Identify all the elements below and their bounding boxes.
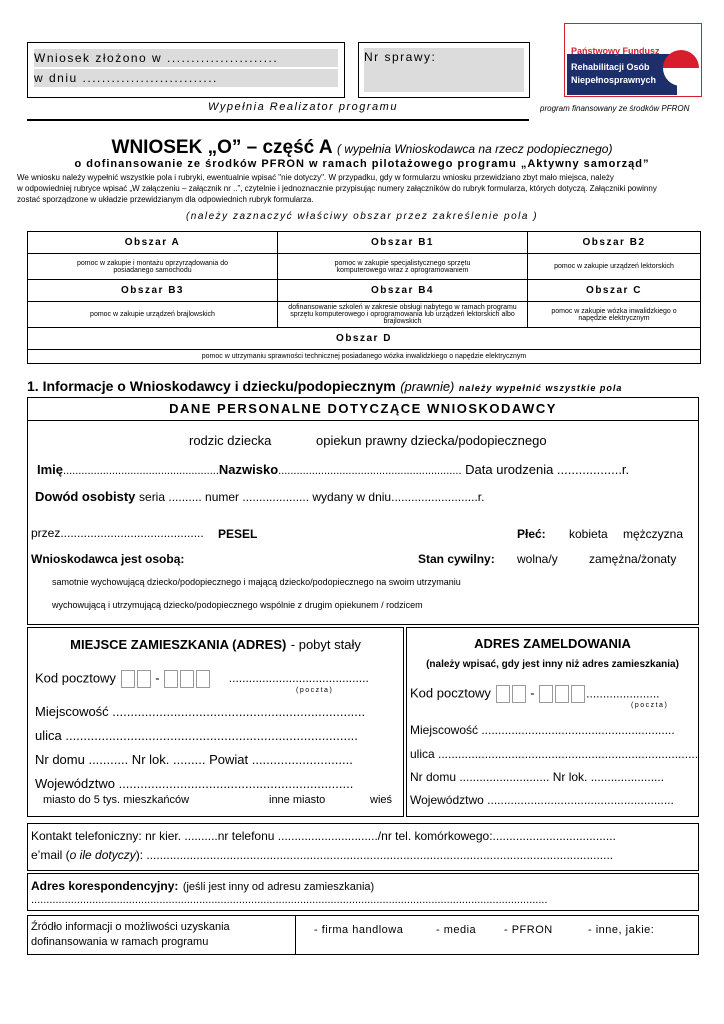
imie-field[interactable]: ...................................................	[63, 465, 219, 477]
section1-nalezy: należy wypełnić wszystkie pola	[458, 383, 623, 393]
logo-line2: Rehabilitacji Osób	[571, 62, 650, 72]
zam-kod-digit-1[interactable]	[496, 685, 510, 703]
obszar-b1-desc: pomoc w zakupie specjalistycznego sprzętu komputerowego wraz z oprogramowaniem	[278, 254, 528, 280]
inne-option[interactable]: - inne, jakie:	[588, 924, 655, 936]
program-finansowany: program finansowany ze środków PFRON	[540, 104, 690, 113]
mz-poczta-label: (poczta)	[296, 687, 334, 694]
wspolnie-option[interactable]: wychowującą i utrzymującą dziecko/podopiecznego wspólnie z drugim opiekunem / rodzicem	[52, 600, 423, 610]
mz-kod-row	[35, 670, 369, 688]
wolna-option[interactable]: wolna/y	[517, 552, 558, 566]
header-rule	[27, 119, 529, 121]
zam-kod-dash: -	[530, 685, 535, 701]
zam-head: ADRES ZAMELDOWANIA	[474, 636, 631, 651]
stan-cywilny-label: Stan cywilny:	[418, 552, 495, 566]
pfron-option[interactable]: - PFRON	[504, 924, 553, 936]
koresp-label: Adres korespondencyjny:	[31, 879, 179, 893]
kobieta-option[interactable]: kobieta	[569, 527, 608, 541]
zrodlo-box	[27, 915, 699, 955]
rodzic-option[interactable]: rodzic dziecka	[189, 433, 272, 448]
imie-label: Imię	[37, 462, 64, 477]
zam-poczta-label: (poczta)	[631, 702, 669, 709]
zam-kod-row	[410, 685, 660, 703]
zrodlo-label-2: dofinansowania w ramach programu	[31, 936, 209, 948]
zam-kod-digit-2[interactable]	[512, 685, 526, 703]
mz-kod-digit-4[interactable]	[180, 670, 194, 688]
title-row	[0, 137, 724, 159]
title-line2: o dofinansowanie ze środków PFRON w ramach pilotażowego programu „Aktywny samorząd”	[74, 158, 650, 170]
zam-ulica-field[interactable]: ulica ..............................................................................	[410, 747, 699, 761]
title-sub: ( wypełnia Wnioskodawca na rzecz podopiecznego)	[337, 142, 613, 156]
section1-heading-row	[27, 378, 622, 396]
kontakt-box	[27, 823, 699, 871]
inne-miasto-option[interactable]: inne miasto	[269, 794, 326, 806]
mz-kod-digit-1[interactable]	[121, 670, 135, 688]
email-field[interactable]: ): ............................................................................................................................................	[135, 848, 614, 862]
mz-ulica-field[interactable]: ulica .................................................................................	[35, 728, 358, 743]
zam-sub: (należy wpisać, gdy jest inny niż adres zamieszkania)	[426, 659, 679, 670]
wniosek-zlozono-box	[27, 42, 345, 98]
firma-option[interactable]: - firma handlowa	[314, 924, 404, 936]
telefon-field[interactable]: Kontakt telefoniczny: nr kier. ..........nr telefonu ............................../nr tel. komórkowego:.....................................	[31, 829, 616, 843]
obszar-b3-head[interactable]: Obszar B3	[28, 280, 278, 302]
zam-kod-digit-3[interactable]	[539, 685, 553, 703]
nr-sprawy-box	[358, 42, 530, 98]
mz-kod-digit-5[interactable]	[196, 670, 210, 688]
mz-nrdomu-field[interactable]: Nr domu ........... Nr lok. ......... Powiat ............................	[35, 752, 353, 767]
wies-option[interactable]: wieś	[370, 794, 393, 806]
pfron-logo	[564, 23, 702, 97]
nazwisko-field[interactable]: ............................................................	[278, 465, 462, 477]
obszar-d-head[interactable]: Obszar D	[28, 328, 701, 350]
zam-poczta-field[interactable]: ......................	[586, 686, 660, 701]
wniosek-zlozono-field[interactable]: Wniosek złożono w .......................	[34, 49, 338, 67]
koresp-field[interactable]: .........................................................................................................................................................................	[31, 894, 548, 906]
w-dniu-field[interactable]: w dniu ............................	[34, 69, 338, 87]
obszar-b2-desc: pomoc w zakupie urządzeń lektorskich	[528, 254, 701, 280]
obszar-b3-desc: pomoc w zakupie urządzeń brajlowskich	[28, 302, 278, 328]
section1-heading: 1. Informacje o Wnioskodawcy i dziecku/podopiecznym	[27, 378, 396, 394]
obszar-d-desc: pomoc w utrzymaniu sprawności technicznej posiadanego wózka inwalidzkiego o napędzie elektrycznym	[28, 350, 701, 364]
opiekun-option[interactable]: opiekun prawny dziecka/podopiecznego	[316, 433, 547, 448]
obszar-c-desc: pomoc w zakupie wózka inwalidzkiego o napędzie elektrycznym	[528, 302, 701, 328]
korespondencja-box	[27, 873, 699, 911]
mz-wojewodztwo-field[interactable]: Województwo .................................................................	[35, 776, 354, 791]
obszar-b4-head[interactable]: Obszar B4	[278, 280, 528, 302]
dane-head-rule	[28, 420, 698, 421]
dowod-label: Dowód osobisty	[35, 489, 136, 504]
koresp-row	[31, 877, 374, 895]
zamezna-option[interactable]: zamężna/żonaty	[589, 552, 677, 566]
pesel-label: PESEL	[218, 527, 258, 541]
mz-miejscowosc-field[interactable]: Miejscowość ......................................................................	[35, 704, 366, 719]
mezczyzna-option[interactable]: mężczyzna	[623, 527, 684, 541]
koresp-note: (jeśli jest inny od adresu zamieszkania)	[182, 881, 375, 893]
page-title: WNIOSEK „O” – część A	[111, 137, 333, 158]
instructions-2: w odpowiedniej rubryce wpisać „W załączeniu – załącznik nr ..”, czytelnie i jednoznacznie przypisując numery załączników do rubryk formularza, których dotyczą. Załączniki powinny	[17, 184, 657, 193]
email-row	[31, 848, 613, 862]
jest-osoba-label: Wnioskodawca jest osobą:	[31, 552, 185, 566]
zaznaczyc-note: (należy zaznaczyć właściwy obszar przez zakreślenie pola )	[185, 211, 539, 222]
mz-kod-digit-2[interactable]	[137, 670, 151, 688]
email-label-b: o ile dotyczy	[69, 848, 136, 862]
zam-miejscowosc-field[interactable]: Miejscowość ..........................................................	[410, 723, 675, 737]
section1-prawnie: (prawnie)	[400, 379, 455, 394]
obszar-a-desc: pomoc w zakupie i montażu oprzyrządowania do posiadanego samochodu	[28, 254, 278, 280]
mz-kod-label: Kod pocztowy	[35, 670, 116, 686]
obszar-b1-head[interactable]: Obszar B1	[278, 232, 528, 254]
media-option[interactable]: - media	[436, 924, 477, 936]
logo-line1: Państwowy Fundusz	[571, 46, 660, 56]
imie-nazwisko-row	[37, 462, 629, 477]
email-label-a: e’mail (	[31, 848, 70, 862]
logo-circle-icon	[661, 48, 701, 88]
zrodlo-divider	[295, 916, 296, 954]
zam-kod-label: Kod pocztowy	[410, 685, 491, 701]
data-urodzenia-field[interactable]: Data urodzenia ..................r.	[465, 462, 630, 477]
zrodlo-label-1: Źródło informacji o możliwości uzyskania	[31, 921, 230, 933]
adres-zameldowania-box	[406, 627, 699, 817]
dane-personalne-box	[27, 397, 699, 625]
zam-kod-digit-5[interactable]	[571, 685, 585, 703]
dowod-field[interactable]: seria .......... numer .................... wydany w dniu..........................r.	[139, 490, 485, 504]
zam-nrdomu-field[interactable]: Nr domu ........................... Nr lok. ......................	[410, 770, 665, 784]
mz-head-row	[28, 636, 403, 654]
miasto-option[interactable]: miasto do 5 tys. mieszkańców	[43, 794, 190, 806]
logo-line3: Niepełnosprawnych	[571, 75, 657, 85]
mz-kod-dash: -	[155, 670, 160, 686]
miejsce-zamieszkania-box	[27, 627, 404, 817]
dowod-row	[35, 489, 484, 504]
przez-field[interactable]: przez...........................................	[31, 526, 204, 540]
instructions-3: zostać sporządzone w układzie przewidzianym dla odpowiednich rubryk formularza.	[17, 195, 314, 204]
nazwisko-label: Nazwisko	[218, 462, 279, 477]
wypelnia-realizator: Wypełnia Realizator programu	[208, 101, 398, 113]
zam-wojewodztwo-field[interactable]: Województwo ........................................................	[410, 793, 674, 807]
mz-kod-digit-3[interactable]	[164, 670, 178, 688]
instructions-1: We wniosku należy wypełnić wszystkie pola i rubryki, ewentualnie wpisać "nie dotyczy". W przypadku, gdy w formularzu wniosku przewidziano zbyt mało miejsca, należy	[17, 173, 614, 182]
obszar-b2-head[interactable]: Obszar B2	[528, 232, 701, 254]
plec-label: Płeć:	[517, 527, 546, 541]
mz-head: MIEJSCE ZAMIESZKANIA (ADRES)	[70, 637, 287, 652]
dane-personalne-head: DANE PERSONALNE DOTYCZĄCE WNIOSKODAWCY	[169, 401, 557, 416]
samotnie-option[interactable]: samotnie wychowującą dziecko/podopiecznego i mającą dziecko/podopiecznego na swoim utrzymaniu	[52, 577, 461, 587]
zam-kod-digit-4[interactable]	[555, 685, 569, 703]
obszar-b4-desc: dofinansowanie szkoleń w zakresie obsługi nabytego w ramach programu sprzętu komputerowego i oprogramowania lub urządzeń lektorskich albo brajlowskich	[278, 302, 528, 328]
mz-pobyt: - pobyt stały	[290, 637, 361, 652]
mz-poczta-field[interactable]: ..........................................	[228, 671, 369, 686]
obszar-a-head[interactable]: Obszar A	[28, 232, 278, 254]
obszary-table	[27, 231, 701, 364]
obszar-c-head[interactable]: Obszar C	[528, 280, 701, 302]
nr-sprawy-field[interactable]: Nr sprawy:	[364, 48, 524, 92]
